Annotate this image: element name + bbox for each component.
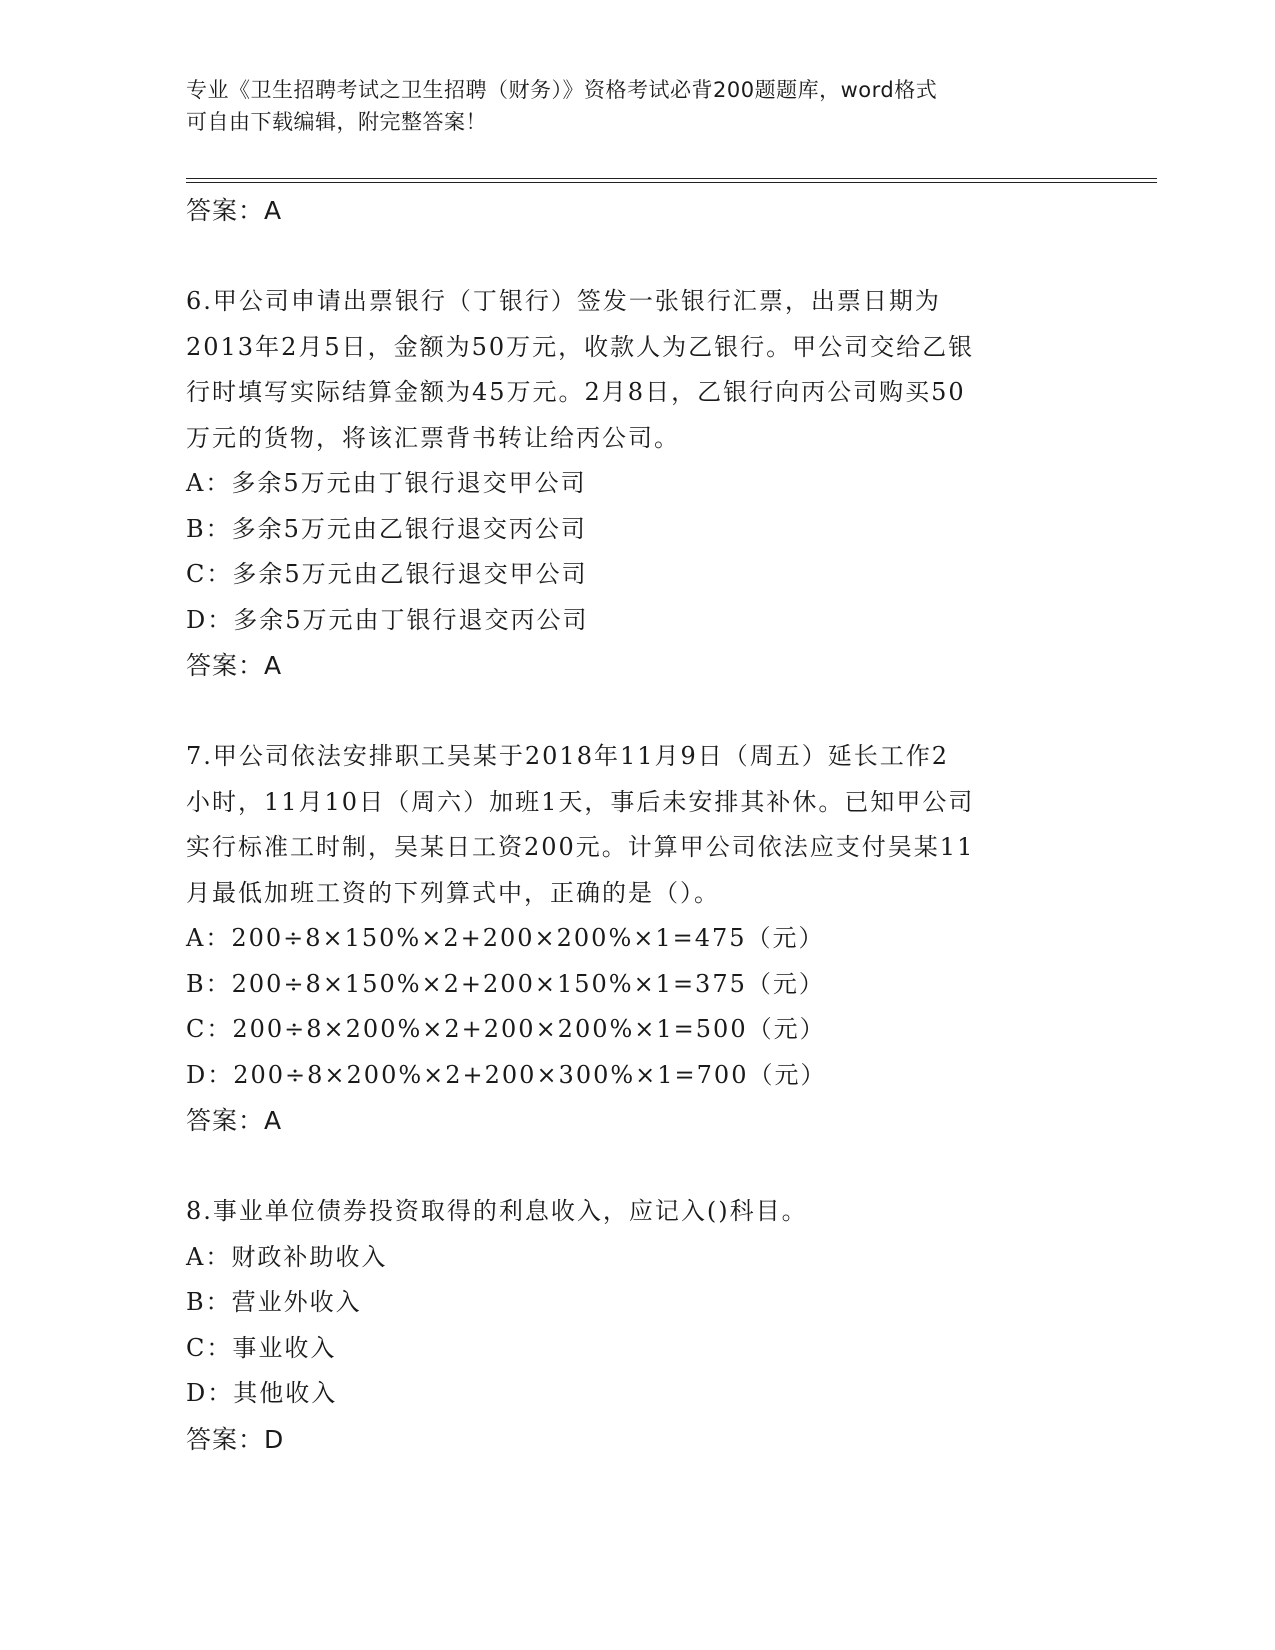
- header-line-2: 可自由下载编辑，附完整答案！: [186, 110, 487, 134]
- previous-answer: 答案：A: [186, 196, 283, 225]
- question-stem-line: 实行标准工时制，吴某日工资200元。计算甲公司依法应支付吴某11: [186, 833, 975, 861]
- option-c: C：事业收入: [186, 1333, 337, 1362]
- question-stem-line: 万元的货物，将该汇票背书转让给丙公司。: [186, 423, 680, 452]
- option-a: A：多余5万元由丁银行退交甲公司: [186, 469, 587, 497]
- question-8: [186, 1189, 1086, 1462]
- question-stem-line: 7.甲公司依法安排职工吴某于2018年11月9日（周五）延长工作2: [186, 742, 950, 770]
- question-stem-line: 月最低加班工资的下列算式中，正确的是（）。: [186, 878, 720, 907]
- option-c: C：200÷8×200%×2+200×200%×1=500（元）: [186, 1015, 826, 1043]
- answer: 答案：D: [186, 1424, 285, 1454]
- option-c: C：多余5万元由乙银行退交甲公司: [186, 560, 588, 588]
- option-d: D：200÷8×200%×2+200×300%×1=700（元）: [186, 1060, 827, 1089]
- option-d: D：多余5万元由丁银行退交丙公司: [186, 605, 589, 634]
- answer: 答案：A: [186, 1106, 283, 1135]
- header-divider: [186, 178, 1157, 183]
- option-a: A：财政补助收入: [186, 1242, 388, 1271]
- question-stem-line: 小时，11月10日（周六）加班1天，事后未安排其补休。已知甲公司: [186, 787, 975, 816]
- header-line-1: 专业《卫生招聘考试之卫生招聘（财务）》资格考试必背200题题库，word格式: [186, 78, 938, 102]
- option-b: B：营业外收入: [186, 1288, 362, 1316]
- question-stem-line: 行时填写实际结算金额为45万元。2月8日，乙银行向丙公司购买50: [186, 378, 966, 406]
- question-6: [186, 279, 1086, 689]
- question-list: [186, 188, 1086, 1462]
- option-b: B：200÷8×150%×2+200×150%×1=375（元）: [186, 969, 825, 998]
- document-header: [186, 74, 1086, 138]
- question-7: [186, 734, 1086, 1144]
- question-stem-line: 2013年2月5日，金额为50万元，收款人为乙银行。甲公司交给乙银: [186, 332, 975, 361]
- question-stem-line: 6.甲公司申请出票银行（丁银行）签发一张银行汇票，出票日期为: [186, 287, 941, 315]
- option-b: B：多余5万元由乙银行退交丙公司: [186, 514, 587, 543]
- answer: 答案：A: [186, 651, 283, 680]
- option-d: D：其他收入: [186, 1379, 338, 1407]
- question-stem-line: 8.事业单位债券投资取得的利息收入，应记入()科目。: [186, 1197, 808, 1225]
- option-a: A：200÷8×150%×2+200×200%×1=475（元）: [186, 924, 825, 952]
